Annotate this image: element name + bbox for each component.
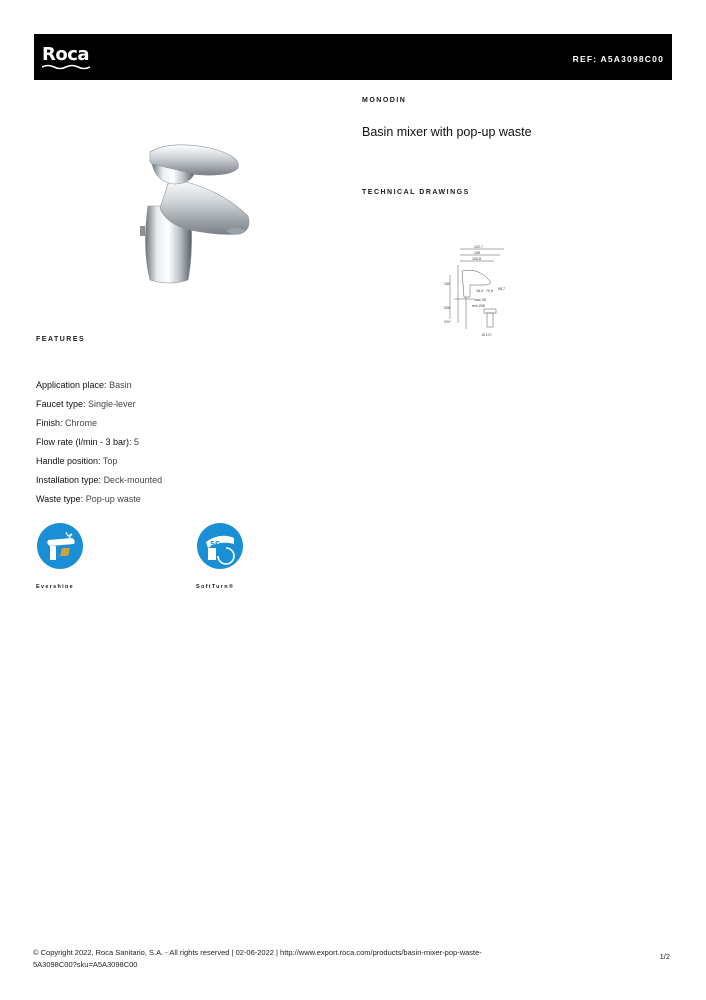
features-heading: FEATURES	[36, 336, 86, 343]
feature-label: Application place:	[36, 380, 107, 390]
feature-label: Handle position:	[36, 456, 101, 466]
dim-label: 206	[444, 306, 450, 310]
feature-item	[36, 452, 162, 471]
softturn-icon-text: SC	[210, 540, 221, 548]
feature-item	[36, 490, 162, 509]
dim-label: 122,7	[474, 245, 483, 249]
feature-label: Installation type:	[36, 475, 102, 485]
badge-label: SoftTurn®	[196, 584, 235, 590]
logo-wave-icon	[42, 64, 92, 70]
feature-item	[36, 376, 162, 395]
badge-softturn	[196, 522, 256, 590]
dim-label: 70,6	[486, 289, 493, 293]
evershine-icon	[36, 522, 84, 570]
feature-label: Flow rate (l/min - 3 bar):	[36, 437, 132, 447]
feature-label: Finish:	[36, 418, 63, 428]
features-list	[36, 376, 162, 509]
dim-label: 16,4	[476, 289, 483, 293]
feature-value: Pop-up waste	[85, 494, 141, 504]
header-bar	[34, 34, 672, 80]
dim-label: 95,7	[498, 287, 505, 291]
dim-label: min 206	[472, 304, 485, 308]
footer-line: © Copyright 2022, Roca Sanitario, S.A. - All rights reserved | 02-06-2022 | http://www.export.roca.com/products/basin-mixer-pop-waste-	[33, 948, 482, 957]
faucet-image	[130, 138, 260, 288]
badge-evershine	[36, 522, 96, 590]
dim-label: G½"	[444, 320, 452, 324]
feature-item	[36, 433, 162, 452]
feature-value: 5	[134, 437, 140, 447]
technical-drawings-heading: TECHNICAL DRAWINGS	[362, 189, 470, 196]
dim-label: 105,8	[472, 257, 481, 261]
feature-value: Single-lever	[88, 399, 136, 409]
dim-label: 150	[444, 282, 450, 286]
feature-label: Waste type:	[36, 494, 84, 504]
feature-item	[36, 395, 162, 414]
softturn-icon	[196, 522, 244, 570]
feature-item	[36, 414, 162, 433]
footer-line: 5A3098C00?sku=A5A3098C00	[33, 960, 138, 969]
dim-label: max 35	[474, 298, 486, 302]
feature-item	[36, 471, 162, 490]
feature-value: Deck-mounted	[103, 475, 163, 485]
page-number: 1/2	[659, 952, 670, 961]
feature-label: Faucet type:	[36, 399, 86, 409]
dim-label: Ø 1¼"	[482, 333, 493, 337]
reference-code: REF: A5A3098C00	[572, 54, 664, 64]
dim-label: 108	[474, 251, 480, 255]
footer-copyright	[33, 947, 593, 971]
series-name: MONODIN	[362, 97, 407, 104]
feature-value: Chrome	[65, 418, 98, 428]
feature-value: Top	[102, 456, 118, 466]
feature-value: Basin	[109, 380, 132, 390]
badge-label: Evershine	[36, 584, 74, 590]
roca-logo: Roca	[42, 44, 90, 65]
product-title: Basin mixer with pop-up waste	[362, 125, 532, 139]
technical-drawing	[444, 245, 514, 340]
